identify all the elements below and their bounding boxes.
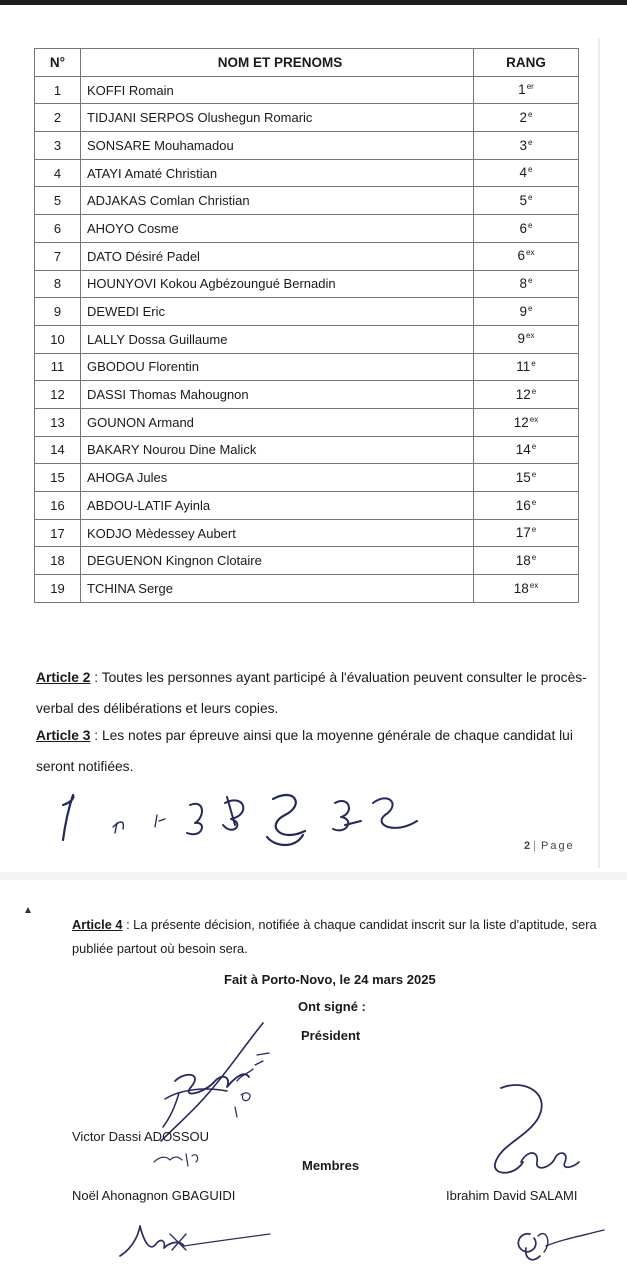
row-rank: [474, 76, 579, 104]
page-number: 2 | Page: [524, 840, 575, 852]
rank-value: 18: [515, 552, 531, 568]
rank-value: 9: [517, 331, 526, 347]
rank-suffix: ex: [529, 580, 539, 590]
rank-suffix: e: [531, 386, 537, 396]
row-number: 15: [35, 464, 81, 492]
row-rank: [474, 519, 579, 547]
row-rank: [474, 547, 579, 575]
member-1-signature: [110, 1216, 280, 1268]
page-edge: [598, 38, 600, 868]
table-row: [35, 325, 579, 353]
row-number: 6: [35, 215, 81, 243]
rank-value: 18: [513, 580, 529, 596]
top-bar: [0, 0, 627, 5]
page-separator: [0, 872, 627, 880]
table-header-row: [35, 49, 579, 77]
row-name: AHOYO Cosme: [81, 215, 474, 243]
article-3-text: : Les notes par épreuve ainsi que la moyenne générale de chaque candidat lui seront notifiées.: [36, 728, 573, 774]
row-name: GOUNON Armand: [81, 408, 474, 436]
table-row: [35, 547, 579, 575]
table-row: [35, 436, 579, 464]
row-number: 7: [35, 242, 81, 270]
article-2-label: Article 2: [36, 670, 91, 685]
rank-suffix: ex: [529, 414, 539, 424]
article-2-text: : Toutes les personnes ayant participé à l'évaluation peuvent consulter le procès-verbal des délibérations et leurs copies.: [36, 670, 587, 716]
page-word: Page: [540, 840, 575, 852]
row-rank: [474, 325, 579, 353]
rank-value: 12: [513, 414, 529, 430]
table-row: [35, 492, 579, 520]
rank-suffix: e: [531, 497, 537, 507]
row-name: KOFFI Romain: [81, 76, 474, 104]
row-rank: [474, 270, 579, 298]
rank-suffix: e: [531, 552, 537, 562]
table-row: [35, 215, 579, 243]
rank-suffix: ex: [526, 331, 535, 341]
row-number: 18: [35, 547, 81, 575]
rank-suffix: e: [528, 193, 533, 203]
rank-value: 6: [517, 248, 526, 264]
page-number-value: 2: [524, 840, 531, 852]
table-row: [35, 464, 579, 492]
row-rank: [474, 187, 579, 215]
rank-value: 15: [515, 469, 531, 485]
article-3: [36, 720, 591, 782]
table-row: [35, 519, 579, 547]
rank-value: 16: [515, 497, 531, 513]
rank-value: 11: [516, 359, 531, 375]
rank-suffix: er: [526, 82, 534, 92]
rank-suffix: e: [531, 469, 537, 479]
article-4-label: Article 4: [72, 917, 123, 932]
row-number: 10: [35, 325, 81, 353]
row-name: ABDOU-LATIF Ayinla: [81, 492, 474, 520]
rank-value: 9: [519, 303, 528, 319]
rank-suffix: e: [531, 359, 536, 369]
rank-value: 12: [515, 386, 531, 402]
article-4: [72, 913, 597, 961]
row-rank: [474, 104, 579, 132]
row-number: 3: [35, 132, 81, 160]
table-row: [35, 242, 579, 270]
header-number: N°: [35, 49, 81, 77]
rank-value: 8: [519, 276, 528, 292]
row-name: SONSARE Mouhamadou: [81, 132, 474, 160]
row-rank: [474, 132, 579, 160]
rank-value: 5: [519, 193, 528, 209]
rank-suffix: e: [528, 137, 533, 147]
rank-suffix: e: [531, 442, 537, 452]
member-2-initials: [500, 1222, 610, 1272]
initials-signatures: [55, 785, 445, 860]
header-rank: RANG: [474, 49, 579, 77]
rank-value: 4: [519, 165, 528, 181]
rank-value: 14: [515, 442, 531, 458]
ranking-table: [34, 48, 579, 603]
row-number: 16: [35, 492, 81, 520]
row-rank: [474, 436, 579, 464]
mark-icon: [25, 907, 31, 913]
row-number: 19: [35, 575, 81, 603]
president-title: Président: [301, 1028, 361, 1043]
rank-suffix: ex: [526, 248, 535, 258]
rank-suffix: e: [531, 525, 537, 535]
article-2: [36, 662, 591, 724]
row-rank: [474, 464, 579, 492]
member-1-name: Noël Ahonagnon GBAGUIDI: [72, 1188, 236, 1203]
row-number: 9: [35, 298, 81, 326]
rank-value: 17: [515, 525, 531, 541]
table-row: [35, 575, 579, 603]
row-name: LALLY Dossa Guillaume: [81, 325, 474, 353]
row-number: 1: [35, 76, 81, 104]
row-name: AHOGA Jules: [81, 464, 474, 492]
row-rank: [474, 242, 579, 270]
row-name: ADJAKAS Comlan Christian: [81, 187, 474, 215]
member-2-signature: [455, 1080, 585, 1180]
article-4-text: : La présente décision, notifiée à chaque candidat inscrit sur la liste d'aptitude, sera publiée partout où besoin sera.: [72, 917, 597, 956]
row-number: 8: [35, 270, 81, 298]
row-name: DASSI Thomas Mahougnon: [81, 381, 474, 409]
row-number: 5: [35, 187, 81, 215]
member-initials: [150, 1148, 210, 1174]
row-number: 4: [35, 159, 81, 187]
rank-value: 1: [518, 82, 526, 98]
table-row: [35, 408, 579, 436]
table-row: [35, 381, 579, 409]
table-row: [35, 270, 579, 298]
row-rank: [474, 298, 579, 326]
member-2-name: Ibrahim David SALAMI: [446, 1188, 578, 1203]
header-name: NOM ET PRENOMS: [81, 49, 474, 77]
row-number: 13: [35, 408, 81, 436]
rank-suffix: e: [528, 276, 533, 286]
row-rank: [474, 408, 579, 436]
row-name: DEGUENON Kingnon Clotaire: [81, 547, 474, 575]
row-number: 14: [35, 436, 81, 464]
row-rank: [474, 575, 579, 603]
row-name: GBODOU Florentin: [81, 353, 474, 381]
table-row: [35, 353, 579, 381]
article-3-label: Article 3: [36, 728, 91, 743]
rank-value: 3: [519, 137, 528, 153]
row-name: KODJO Mèdessey Aubert: [81, 519, 474, 547]
row-number: 2: [35, 104, 81, 132]
row-name: TCHINA Serge: [81, 575, 474, 603]
president-name: Victor Dassi ADOSSOU: [72, 1129, 210, 1144]
table-row: [35, 187, 579, 215]
table-row: [35, 76, 579, 104]
row-rank: [474, 381, 579, 409]
row-name: DATO Désiré Padel: [81, 242, 474, 270]
row-rank: [474, 159, 579, 187]
row-number: 11: [35, 353, 81, 381]
row-name: BAKARY Nourou Dine Malick: [81, 436, 474, 464]
rank-value: 2: [519, 109, 528, 125]
table-row: [35, 104, 579, 132]
table-row: [35, 132, 579, 160]
members-title: Membres: [302, 1158, 360, 1173]
rank-suffix: e: [528, 165, 533, 175]
rank-suffix: e: [528, 220, 533, 230]
row-name: HOUNYOVI Kokou Agbézoungué Bernadin: [81, 270, 474, 298]
row-rank: [474, 492, 579, 520]
rank-suffix: e: [528, 109, 533, 119]
table-row: [35, 298, 579, 326]
rank-value: 6: [519, 220, 528, 236]
signed-label: Ont signé :: [298, 999, 366, 1014]
place-date: Fait à Porto-Novo, le 24 mars 2025: [224, 972, 436, 987]
row-name: TIDJANI SERPOS Olushegun Romaric: [81, 104, 474, 132]
rank-suffix: e: [528, 303, 533, 313]
row-name: ATAYI Amaté Christian: [81, 159, 474, 187]
row-rank: [474, 215, 579, 243]
row-number: 17: [35, 519, 81, 547]
row-number: 12: [35, 381, 81, 409]
table-row: [35, 159, 579, 187]
row-name: DEWEDI Eric: [81, 298, 474, 326]
row-rank: [474, 353, 579, 381]
